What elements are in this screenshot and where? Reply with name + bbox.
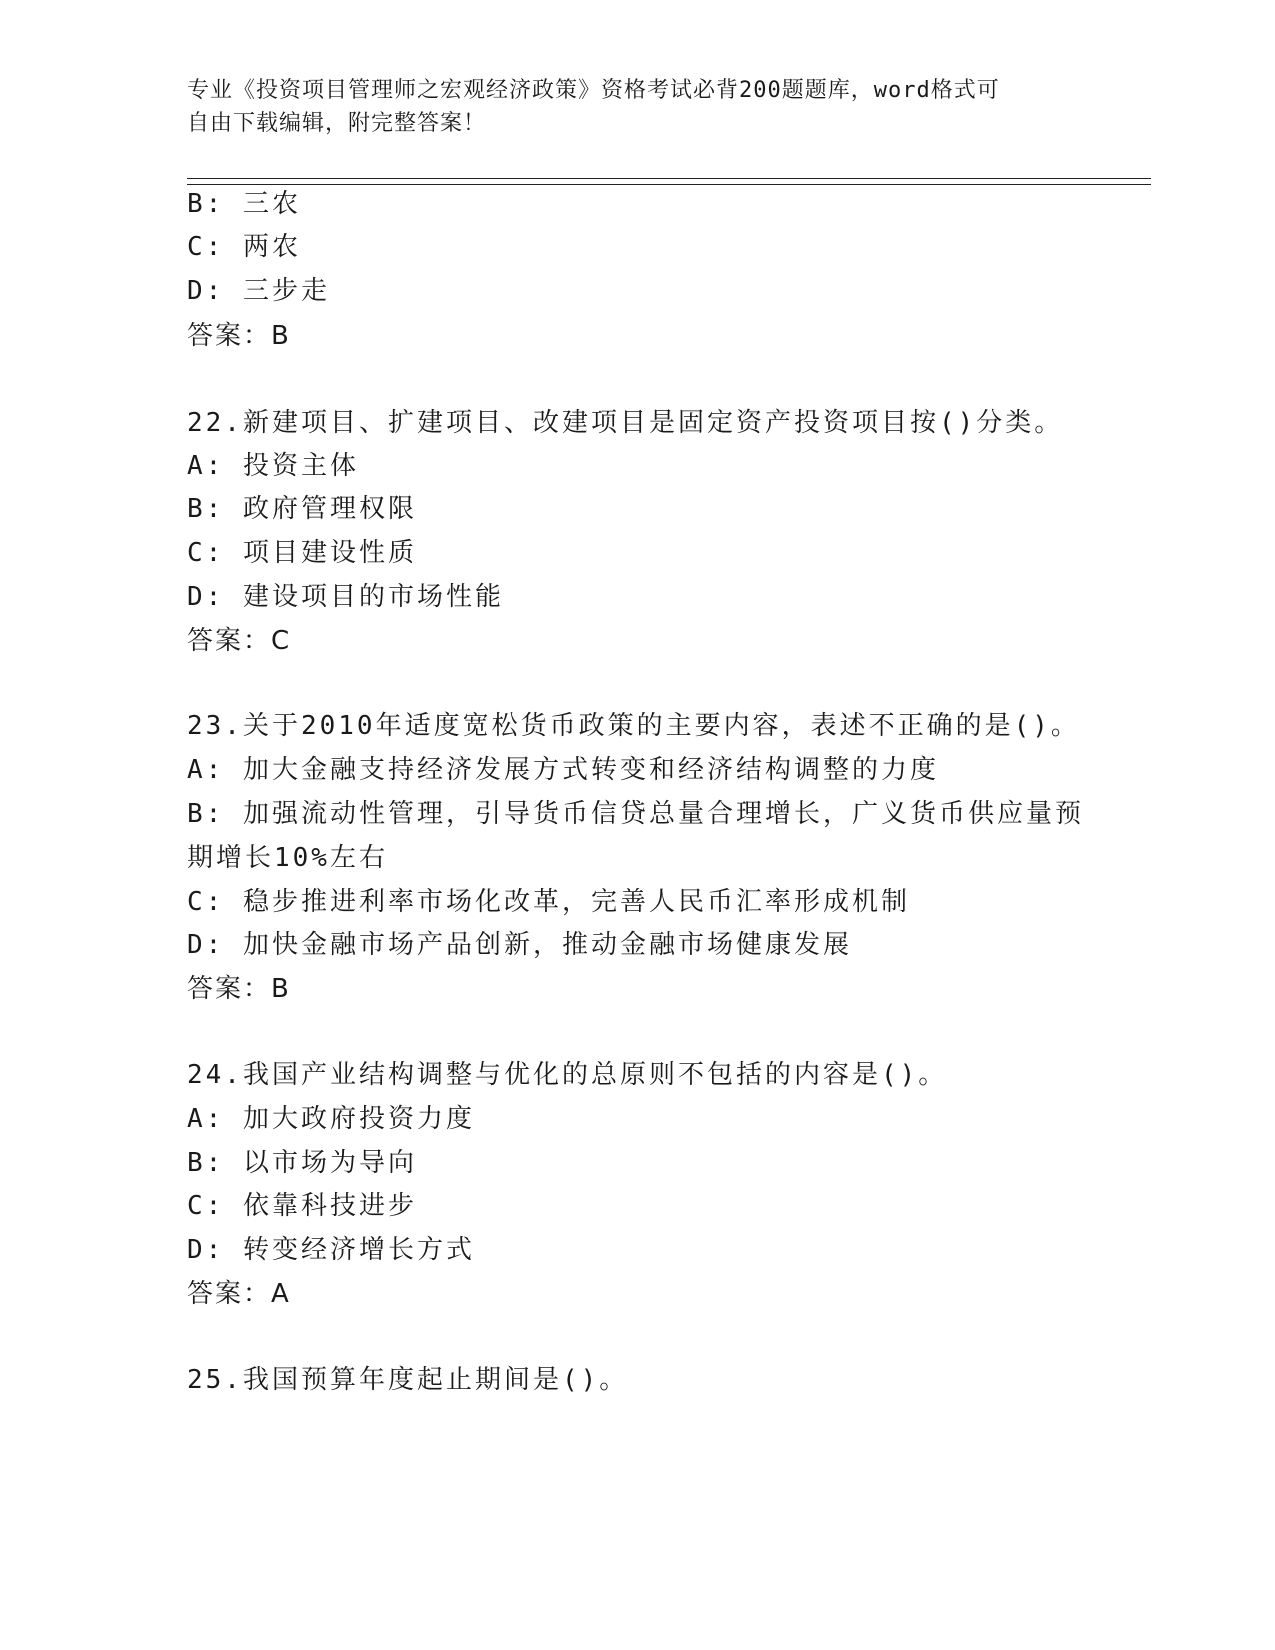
q22-answer: 答案：C [187, 626, 292, 656]
document-header [187, 74, 1087, 140]
q23-option-d: D: 加快金融市场产品创新，推动金融市场健康发展 [187, 930, 852, 960]
q24-option-d: D: 转变经济增长方式 [187, 1235, 475, 1265]
q24-option-b: B: 以市场为导向 [187, 1148, 417, 1178]
fragment-option-d: D: 三步走 [187, 276, 330, 306]
q24-option-c: C: 依靠科技进步 [187, 1191, 417, 1221]
fragment-option-b: B: 三农 [187, 189, 301, 219]
q22-option-d: D: 建设项目的市场性能 [187, 582, 504, 612]
fragment-option-c: C: 两农 [187, 232, 301, 262]
q23-option-b: B: 加强流动性管理，引导货币信贷总量合理增长，广义货币供应量预 [187, 799, 1084, 829]
header-divider-bottom [187, 184, 1151, 185]
header-divider-top [187, 178, 1151, 179]
q24-option-a: A: 加大政府投资力度 [187, 1104, 475, 1134]
q24-answer: 答案：A [187, 1279, 291, 1309]
q22-option-c: C: 项目建设性质 [187, 538, 417, 568]
q23-option-c: C: 稳步推进利率市场化改革，完善人民币汇率形成机制 [187, 887, 910, 917]
q22-stem: 22.新建项目、扩建项目、改建项目是固定资产投资项目按()分类。 [187, 408, 1064, 438]
q22-option-a: A: 投资主体 [187, 451, 359, 481]
header-line-1: 专业《投资项目管理师之宏观经济政策》资格考试必背200题题库，word格式可 [187, 78, 1000, 103]
fragment-answer: 答案：B [187, 321, 291, 351]
q23-stem: 23.关于2010年适度宽松货币政策的主要内容，表述不正确的是()。 [187, 711, 1080, 741]
header-line-2: 自由下载编辑，附完整答案！ [187, 111, 487, 136]
q23-option-b-continued: 期增长10%左右 [187, 843, 388, 873]
q25-stem: 25.我国预算年度起止期间是()。 [187, 1365, 629, 1395]
q23-answer: 答案：B [187, 974, 291, 1004]
q22-option-b: B: 政府管理权限 [187, 494, 417, 524]
q24-stem: 24.我国产业结构调整与优化的总原则不包括的内容是()。 [187, 1060, 948, 1090]
q23-option-a: A: 加大金融支持经济发展方式转变和经济结构调整的力度 [187, 755, 939, 785]
